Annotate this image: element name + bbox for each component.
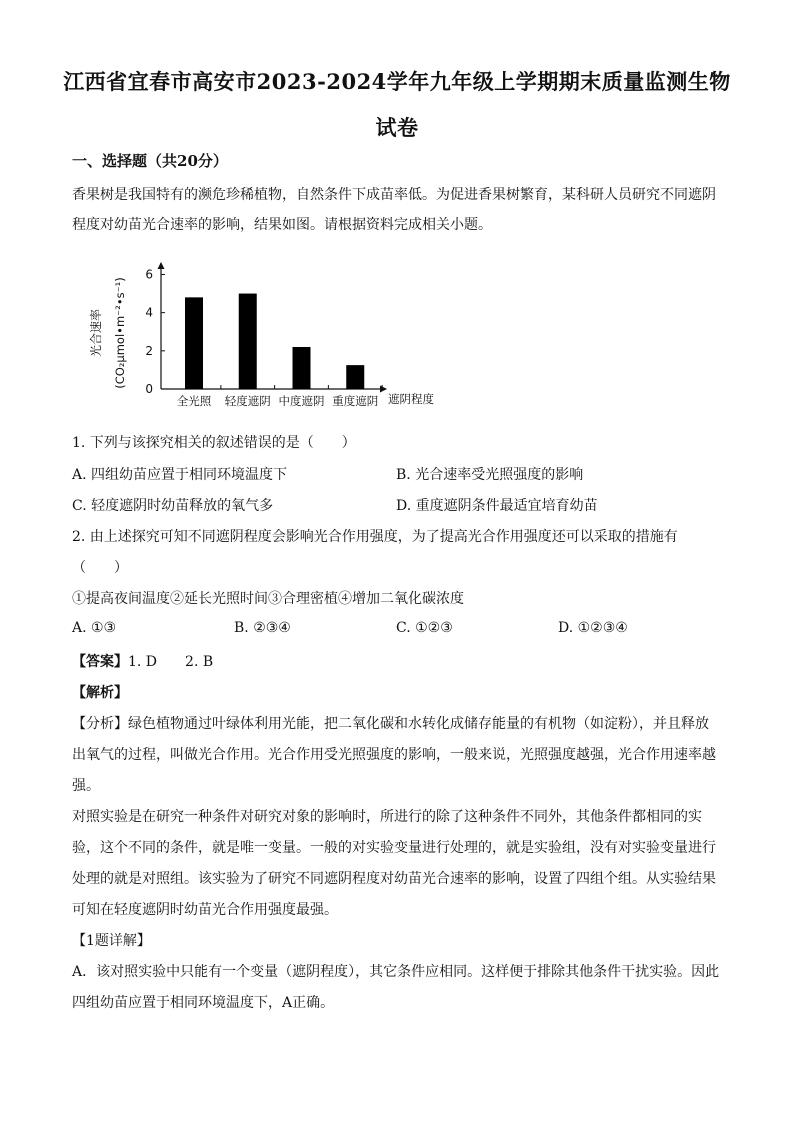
q2-option-d: D. ①②③④ — [558, 620, 628, 636]
q1-option-b: B. 光合速率受光照强度的影响 — [396, 467, 584, 483]
answer-tag: 【答案】 — [72, 654, 128, 670]
q1-option-d: D. 重度遮阴条件最适宜培育幼苗 — [396, 498, 598, 514]
chart-bar-4 — [346, 365, 364, 389]
analysis-tag: 【解析】 — [72, 685, 128, 701]
chart-x-tick-label: 重度遮阴 — [332, 394, 379, 408]
chart-y-tick-label: 2 — [145, 343, 153, 358]
photosynthesis-bar-chart — [80, 255, 460, 415]
chart-x-tick-label: 全光照 — [176, 394, 212, 408]
q2-option-c: C. ①②③ — [396, 620, 453, 636]
chart-y-axis-arrow — [158, 262, 165, 269]
fenxi-text-1: 绿色植物通过叶绿体利用光能，把二氧化碳和水转化成储存能量的有机物（如淀粉），并且释放 — [128, 716, 709, 732]
fenxi-tag: 【分析】 — [72, 716, 128, 732]
para2-line-4: 可知在轻度遮阴时幼苗光合作用强度最强。 — [72, 902, 338, 918]
detail-heading: 【1题详解】 — [72, 933, 151, 949]
q1-option-a: A. 四组幼苗应置于相同环境温度下 — [72, 467, 288, 483]
chart-x-tick-label: 轻度遮阴 — [224, 394, 271, 408]
answer-line — [72, 651, 213, 671]
chart-y-tick-label: 6 — [145, 267, 153, 282]
detail-line-2: 四组幼苗应置于相同环境温度下，A正确。 — [72, 995, 335, 1011]
answer-text: 1. D 2. B — [128, 654, 214, 670]
chart-bar-2 — [239, 294, 257, 389]
fenxi-line-3: 强。 — [72, 778, 100, 794]
section-heading: 一、选择题（共20分） — [72, 152, 228, 170]
q1-option-c: C. 轻度遮阴时幼苗释放的氧气多 — [72, 498, 274, 514]
chart-y-axis-label-line2: (CO₂μmol•m⁻²•s⁻¹) — [113, 277, 127, 389]
para2-line-1: 对照实验是在研究一种条件对研究对象的影响时，所进行的除了这种条件不同外，其他条件都相同的实 — [72, 809, 702, 825]
chart-bar-3 — [293, 347, 311, 389]
paper-title-line1: 江西省宜春市高安市2023-2024学年九年级上学期期末质量监测生物 — [63, 69, 731, 94]
chart-y-tick-label: 4 — [145, 305, 153, 320]
q2-option-a: A. ①③ — [72, 620, 117, 636]
chart-bar-1 — [185, 297, 203, 389]
para2-line-2: 验，这个不同的条件，就是唯一变量。一般的对实验变量进行处理的，就是实验组，没有对实验变量进行 — [72, 840, 716, 856]
analysis-line — [72, 682, 128, 702]
detail-line-1: A．该对照实验中只能有一个变量（遮阴程度），其它条件应相同。这样便于排除其他条件干扰实验。因此 — [72, 964, 720, 980]
q2-paren: （ ） — [72, 560, 128, 576]
q2-items: ①提高夜间温度②延长光照时间③合理密植④增加二氧化碳浓度 — [72, 591, 464, 607]
intro-line-1: 香果树是我国特有的濒危珍稀植物，自然条件下成苗率低。为促进香果树繁育，某科研人员研究不同遮阴 — [72, 187, 716, 203]
fenxi-line-1 — [72, 713, 709, 733]
fenxi-line-2: 出氧气的过程，叫做光合作用。光合作用受光照强度的影响，一般来说，光照强度越强，光合作用速率越 — [72, 747, 716, 763]
chart-y-tick-label: 0 — [145, 382, 153, 396]
paper-title-line2: 试卷 — [375, 115, 419, 140]
chart-x-tick-label: 中度遮阴 — [278, 394, 325, 408]
chart-bars — [185, 294, 364, 389]
chart-y-axis-label-line1: 光合速率 — [89, 308, 103, 358]
chart-x-axis-arrow — [380, 386, 387, 393]
chart-x-axis-label: 遮阴程度 — [388, 392, 434, 406]
intro-line-2: 程度对幼苗光合速率的影响，结果如图。请根据资料完成相关小题。 — [72, 217, 492, 233]
chart-y-ticks — [145, 267, 165, 396]
q2-stem: 2. 由上述探究可知不同遮阴程度会影响光合作用强度，为了提高光合作用强度还可以采取的措施有 — [72, 529, 678, 545]
q2-option-b: B. ②③④ — [234, 620, 291, 636]
para2-line-3: 处理的就是对照组。该实验为了研究不同遮阴程度对幼苗光合速率的影响，设置了四组个组。从实验结果 — [72, 871, 716, 887]
q1-stem: 1. 下列与该探究相关的叙述错误的是（ ） — [72, 435, 356, 451]
